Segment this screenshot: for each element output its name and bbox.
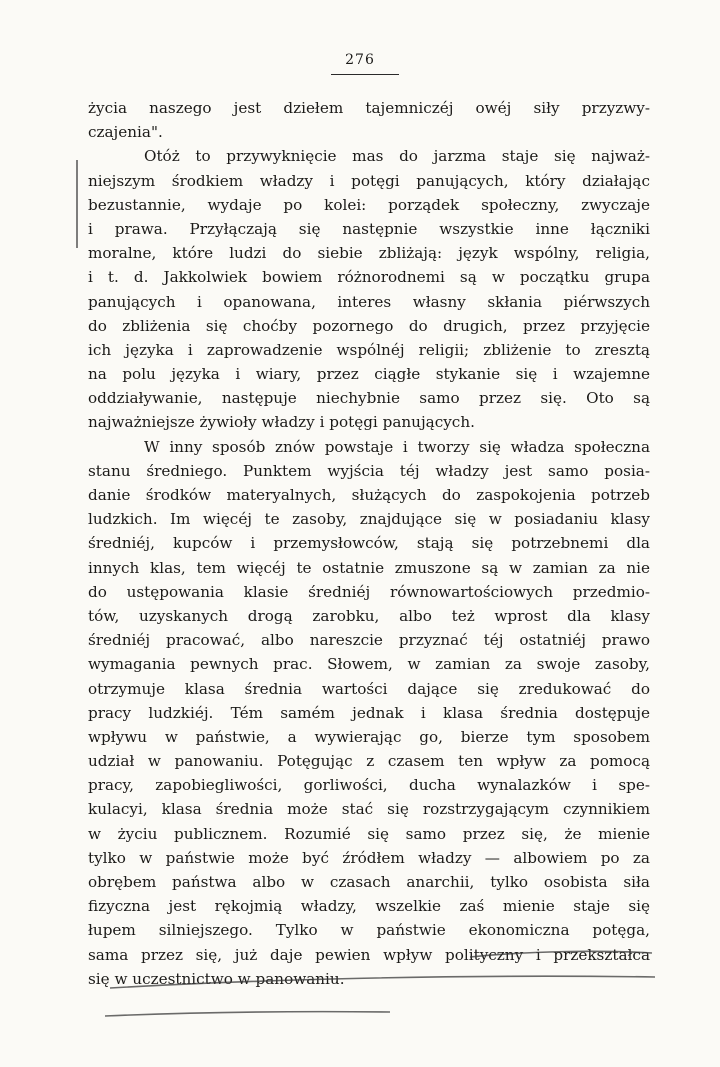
text-line: się w uczestnictwo w panowaniu. <box>88 969 345 988</box>
text-line: moralne, które ludzi do siebie zbliżają: język wspólny, religia, <box>88 244 650 263</box>
text-line: wpływu w państwie, a wywierając go, bierze tym sposobem <box>88 727 650 746</box>
text-line: wymagania pewnych prac. Słowem, w zamian za swoje zasoby, <box>88 655 650 674</box>
text-line: sama przez się, już daje pewien wpływ polityczny i przekształca <box>88 945 650 964</box>
text-line: i prawa. Przyłączają się następnie wszystkie inne łączniki <box>88 219 650 238</box>
text-line: pracy, zapobiegliwości, gorliwości, ducha wynalazków i spe- <box>88 776 650 795</box>
text-line: do zbliżenia się choćby pozornego do drugich, przez przyjęcie <box>88 316 650 335</box>
text-line: życia naszego jest dziełem tajemniczéj owéj siły przyzwy- <box>88 99 650 117</box>
text-line: ich języka i zaprowadzenie wspólnéj religii; zbliżenie to zresztą <box>88 340 650 359</box>
text-line: i t. d. Jakkolwiek bowiem różnorodnemi są w początku grupa <box>88 268 650 287</box>
text-line: stanu średniego. Punktem wyjścia téj władzy jest samo posia- <box>88 461 650 480</box>
text-line: ludzkich. Im więcéj te zasoby, znajdujące się w posiadaniu klasy <box>88 510 650 529</box>
underline-stroke-3 <box>105 1012 390 1016</box>
text-line: innych klas, tem więcéj te ostatnie zmuszone są w zamian za nie <box>88 558 650 577</box>
text-line: do ustępowania klasie średniéj równowartościowych przedmio- <box>88 582 650 601</box>
text-line: łupem silniejszego. Tylko w państwie ekonomiczna potęga, <box>88 921 650 940</box>
text-line: w życiu publicznem. Rozumié się samo przez się, że mienie <box>88 824 650 843</box>
margin-pencil-mark <box>76 160 78 248</box>
text-line: tylko w państwie może być źródłem władzy — albowiem po za <box>88 848 650 867</box>
text-line: udział w panowaniu. Potęgując z czasem ten wpływ za pomocą <box>88 752 650 771</box>
text-line: Otóż to przywyknięcie mas do jarzma staje się najważ- <box>144 147 650 166</box>
text-line: obrębem państwa albo w czasach anarchii, tylko osobista siła <box>88 873 650 891</box>
text-line: kulacyi, klasa średnia może stać się rozstrzygającym czynnikiem <box>88 800 650 819</box>
text-line: średniéj, kupców i przemysłowców, stają się potrzebnemi dla <box>88 534 650 553</box>
text-line: oddziaływanie, następuje niechybnie samo przez się. Oto są <box>88 389 650 408</box>
text-line: otrzymuje klasa średnia wartości dające się zredukować do <box>88 679 650 698</box>
text-line: W inny sposób znów powstaje i tworzy się władza społeczna <box>144 437 650 456</box>
text-line: najważniejsze żywioły władzy i potęgi panujących. <box>88 413 475 432</box>
text-line: tów, uzyskanych drogą zarobku, albo też wprost dla klasy <box>88 606 650 625</box>
text-line: na polu języka i wiary, przez ciągłe stykanie się i wzajemne <box>88 365 650 384</box>
text-line: danie środków materyalnych, służących do zaspokojenia potrzeb <box>88 486 650 504</box>
text-line: fizyczna jest rękojmią władzy, wszelkie zaś mienie staje się <box>88 897 650 916</box>
text-line: pracy ludzkiéj. Tém samém jednak i klasa średnia dostępuje <box>88 703 650 722</box>
text-line: bezustannie, wydaje po kolei: porządek społeczny, zwyczaje <box>88 195 650 214</box>
page-body-text <box>88 96 650 991</box>
page-number: 276 <box>345 52 375 68</box>
page-number-rule <box>331 74 399 75</box>
text-line: średniéj pracować, albo nareszcie przyznać téj ostatniéj prawo <box>88 631 650 650</box>
text-line: niejszym środkiem władzy i potęgi panujących, który działając <box>88 171 650 190</box>
text-line: czajenia". <box>88 123 163 142</box>
text-line: panujących i opanowana, interes własny skłania piérwszych <box>88 292 650 311</box>
